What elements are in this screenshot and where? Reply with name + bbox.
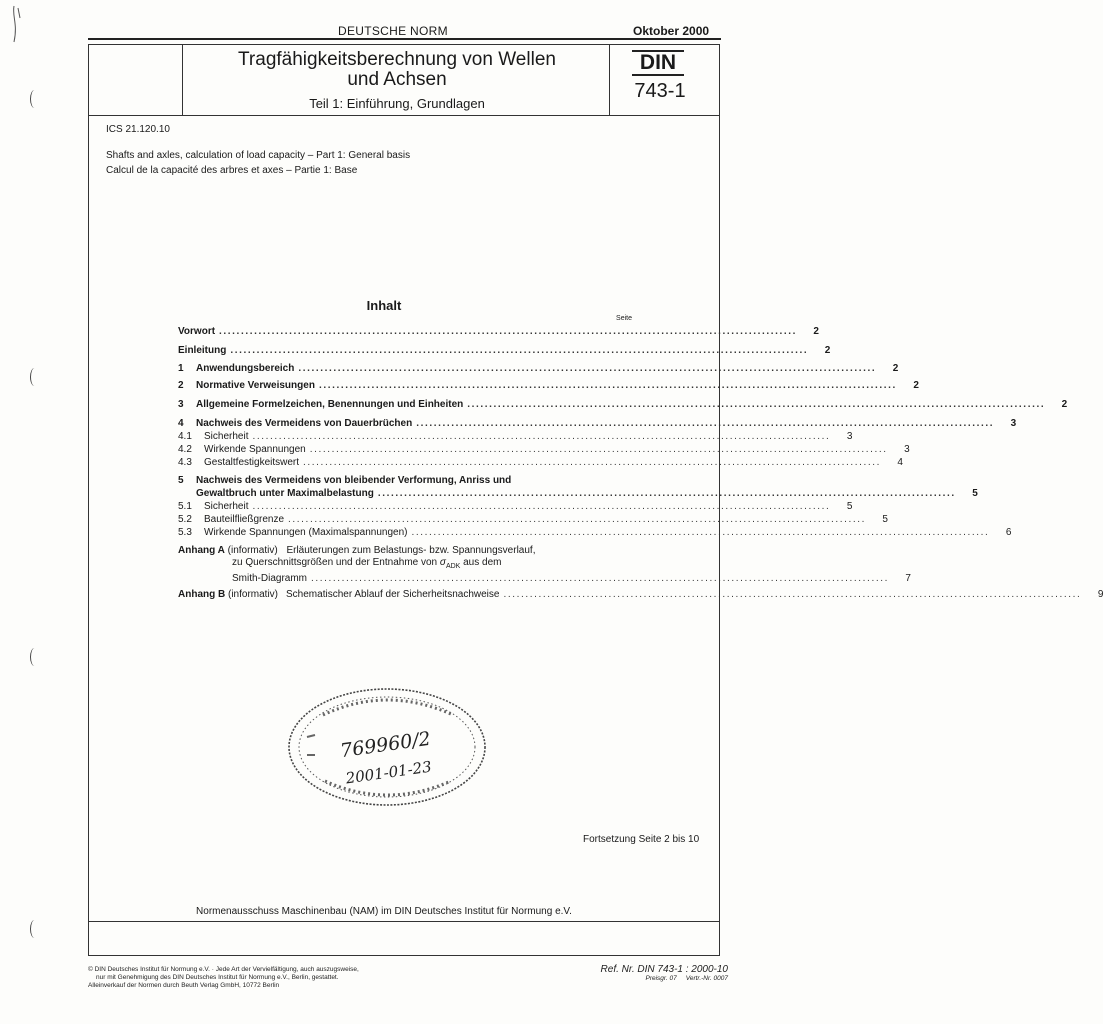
- toc-entry-text: Wirkende Spannungen (Maximalspannungen): [204, 527, 408, 538]
- binder-hole-mark: [30, 368, 39, 386]
- toc-entry-page: 2: [813, 326, 819, 337]
- toc-entry-text: Sicherheit: [204, 431, 249, 442]
- contents-heading: Inhalt: [366, 298, 402, 313]
- annex-a-title-line2: zu Querschnittsgrößen und der Entnahme von: [232, 557, 440, 568]
- page-column-label: Seite: [616, 315, 632, 322]
- toc-entry-number: 5: [178, 475, 184, 486]
- toc-entry-page: 2: [892, 363, 899, 374]
- toc-entry-page: 5: [882, 514, 888, 525]
- copyright-line: Alleinverkauf der Normen durch Beuth Verlag GmbH, 10772 Berlin: [88, 982, 280, 989]
- annex-a-kind: (informativ): [227, 545, 278, 556]
- toc-annex-b: Anhang B (informativ) Schematischer Ablauf der Sicherheitsnachweise .................................................................................................................................... 9: [178, 589, 1103, 600]
- document-title-continued: und Achsen: [347, 69, 447, 90]
- toc-entry-number: 2: [178, 380, 184, 391]
- copyright-notice: [88, 966, 359, 990]
- sigma-subscript: ADK: [445, 563, 461, 570]
- toc-entry-text: Normative Verweisungen: [196, 380, 315, 391]
- toc-entry: Einleitung .................................................................................................................................... 2: [178, 345, 831, 356]
- receipt-stamp: [285, 685, 490, 810]
- reference-block: [520, 964, 728, 982]
- annex-b-title: Schematischer Ablauf der Sicherheitsnachweise: [286, 589, 500, 600]
- annex-b-label: Anhang B: [178, 589, 226, 600]
- din-logo-text: DIN: [639, 51, 677, 74]
- page-frame: [88, 44, 1103, 956]
- distribution-number: Vertr.-Nr. 0007: [685, 975, 728, 982]
- toc-entry: 5.1 Sicherheit .................................................................................................................................... 5: [178, 501, 853, 512]
- toc-entry: 1 Anwendungsbereich .................................................................................................................................... 2: [178, 363, 899, 374]
- issue-date: Oktober 2000: [633, 24, 710, 38]
- toc-entry: [178, 475, 632, 487]
- binder-hole-mark: [30, 90, 39, 108]
- toc-entry-number: 4: [178, 418, 184, 429]
- copyright-line: nur mit Genehmigung des DIN Deutsches Institut für Normung e.V., Berlin, gestattet.: [96, 974, 339, 981]
- toc-entry: 3 Allgemeine Formelzeichen, Benennungen und Einheiten .................................................................................................................................... 2: [178, 399, 1068, 410]
- document-subtitle: Teil 1: Einführung, Grundlagen: [309, 96, 485, 111]
- footer-divider: [89, 921, 719, 922]
- toc-entry: Vorwort .................................................................................................................................... 2: [178, 326, 819, 337]
- toc-entry-number: 5.3: [178, 527, 192, 538]
- toc-entry-text: Sicherheit: [204, 501, 249, 512]
- toc-entry: 5.3 Wirkende Spannungen (Maximalspannungen) .................................................................................................................................... 6: [178, 527, 1012, 538]
- toc-entry-text: Wirkende Spannungen: [204, 444, 306, 455]
- scan-scratch-mark: [8, 4, 22, 44]
- toc-entry-page: 5: [846, 501, 853, 512]
- annex-a-title-line1: Erläuterungen zum Belastungs- bzw. Spannungsverlauf,: [286, 545, 536, 556]
- toc-entry-number: 4.2: [178, 444, 192, 455]
- english-title: Shafts and axles, calculation of load capacity – Part 1: General basis: [106, 150, 411, 161]
- din-logo: [628, 50, 688, 76]
- toc-entry-number: 5.2: [178, 514, 192, 525]
- ics-code: ICS 21.120.10: [106, 124, 170, 135]
- toc-entry-number: 4.1: [178, 431, 192, 442]
- toc-annex-a: Anhang A (informativ) Erläuterungen zum Belastungs- bzw. Spannungsverlauf, zu Querschnittsgrößen und der Entnahme von $\sigma_{ADK}$ aus dem Smith-Diagramm .................................................................................................................................... 7: [178, 545, 911, 584]
- continuation-note: Fortsetzung Seite 2 bis 10: [583, 834, 700, 845]
- title-block: [182, 50, 612, 111]
- toc-entry-page: 9: [1097, 589, 1103, 600]
- toc-entry-text: Anwendungsbereich: [196, 363, 295, 374]
- toc-entry-page: 2: [824, 345, 831, 356]
- toc-entry: 4 Nachweis des Vermeidens von Dauerbrüchen .................................................................................................................................... 3: [178, 418, 1017, 429]
- sigma-symbol: σ: [439, 557, 446, 568]
- toc-entry-number: 1: [178, 363, 184, 374]
- annex-b-kind: (informativ): [228, 589, 279, 600]
- price-group: Preisgr. 07: [645, 975, 677, 982]
- toc-entry-number: 4.3: [178, 457, 192, 468]
- toc-entry-text: Gewaltbruch unter Maximalbelastung: [196, 488, 374, 499]
- binder-hole-mark: [30, 648, 39, 666]
- toc-entry-number: 5.1: [178, 501, 192, 512]
- copyright-line: © DIN Deutsches Institut für Normung e.V. · Jede Art der Vervielfältigung, auch auszugsweise,: [88, 966, 359, 973]
- toc-entry-number: [178, 488, 196, 500]
- annex-a-title-line2-end: aus dem: [460, 557, 502, 568]
- toc-entry: 4.3 Gestaltfestigkeitswert .................................................................................................................................... 4: [178, 457, 903, 468]
- header-divider: [89, 115, 719, 116]
- toc-entry-text: Nachweis des Vermeidens von Dauerbrüchen: [196, 418, 413, 429]
- toc-entry: 4.1 Sicherheit .................................................................................................................................... 3: [178, 431, 853, 442]
- toc-entry-text: Bauteilfließgrenze: [204, 514, 285, 525]
- french-title: Calcul de la capacité des arbres et axes – Partie 1: Base: [106, 165, 358, 176]
- toc-entry-text: Gestaltfestigkeitswert: [204, 457, 300, 468]
- toc-entry-page: 2: [1061, 399, 1068, 410]
- toc-entry-page: 3: [1010, 418, 1017, 429]
- toc-entry: Gewaltbruch unter Maximalbelastung .................................................................................................................................... 5: [178, 488, 632, 500]
- stamp-date: 2001-01-23: [344, 757, 433, 788]
- toc-entry-text: Nachweis des Vermeidens von bleibender Verformung, Anriss und: [196, 475, 512, 486]
- toc-entry-page: 6: [1005, 527, 1012, 538]
- toc-entry-page: [614, 475, 632, 487]
- toc-entry-text: Einleitung: [178, 345, 227, 356]
- toc-entry-page: 2: [913, 380, 919, 391]
- top-rule: [88, 38, 721, 40]
- toc-entry-page: 3: [904, 444, 910, 455]
- toc-entry: 5.2 Bauteilfließgrenze .................................................................................................................................... 5: [178, 514, 888, 525]
- toc-entry: 2 Normative Verweisungen .................................................................................................................................... 2: [178, 380, 919, 391]
- norm-type-label: DEUTSCHE NORM: [338, 24, 448, 38]
- standard-number: 743-1: [634, 80, 686, 102]
- toc-entry-page: 3: [846, 431, 853, 442]
- toc-entry-page: 5: [972, 488, 978, 499]
- toc-entry-page: 7: [905, 573, 911, 584]
- toc-entry-text: Allgemeine Formelzeichen, Benennungen und Einheiten: [196, 399, 464, 410]
- annex-a-label: Anhang A: [178, 545, 225, 556]
- document-title: Tragfähigkeitsberechnung von Wellen: [238, 49, 556, 70]
- annex-a-title-line3: Smith-Diagramm: [232, 573, 308, 584]
- toc-entry-page: 4: [897, 457, 903, 468]
- reference-number: Ref. Nr. DIN 743-1 : 2000-10: [600, 964, 728, 975]
- toc-entry: 4.2 Wirkende Spannungen .................................................................................................................................... 3: [178, 444, 910, 455]
- binder-hole-mark: [30, 920, 39, 938]
- toc-entry-text: Vorwort: [178, 326, 216, 337]
- committee-line: Normenausschuss Maschinenbau (NAM) im DIN Deutsches Institut für Normung e.V.: [196, 906, 572, 917]
- toc-entry-number: 3: [178, 399, 184, 410]
- stamp-registration-number: 769960/2: [338, 727, 433, 763]
